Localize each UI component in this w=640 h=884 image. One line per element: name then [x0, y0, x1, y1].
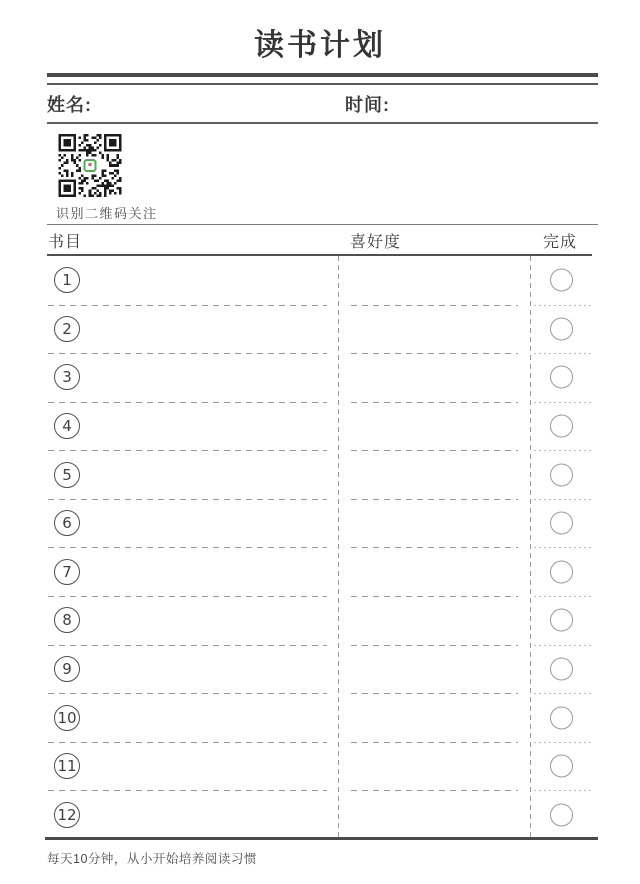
done-checkbox-circle[interactable] [550, 657, 573, 680]
table-header [0, 229, 640, 253]
table-row [0, 790, 640, 839]
table-rows [0, 256, 640, 839]
table-row [0, 305, 640, 354]
row-number-badge: 6 [54, 510, 80, 536]
book-title-field[interactable] [92, 407, 328, 446]
done-checkbox-circle[interactable] [550, 706, 573, 729]
time-field[interactable] [408, 91, 593, 117]
done-checkbox-circle[interactable] [550, 463, 573, 486]
name-field[interactable] [110, 91, 330, 117]
preference-field[interactable] [345, 504, 523, 543]
row-number-badge: 9 [54, 656, 80, 682]
preference-field[interactable] [345, 261, 523, 300]
table-row [0, 353, 640, 402]
table-row [0, 499, 640, 548]
book-title-field[interactable] [92, 455, 328, 494]
qr-caption: 识别二维码关注 [56, 206, 158, 221]
table-row [0, 596, 640, 645]
preference-field[interactable] [345, 601, 523, 640]
done-checkbox-circle[interactable] [550, 415, 573, 438]
time-label: 时间: [345, 95, 390, 115]
table-row [0, 402, 640, 451]
preference-field[interactable] [345, 552, 523, 591]
row-number-badge: 10 [54, 705, 80, 731]
book-title-field[interactable] [92, 261, 328, 300]
done-checkbox-circle[interactable] [550, 512, 573, 535]
page-title: 读书计划 [254, 29, 386, 62]
row-number-badge: 7 [54, 559, 80, 585]
done-checkbox-circle[interactable] [550, 755, 573, 778]
column-header-book: 书目 [48, 234, 83, 251]
table-row [0, 547, 640, 596]
table-row [0, 742, 640, 791]
row-number-badge: 11 [54, 753, 80, 779]
preference-field[interactable] [345, 747, 523, 786]
book-title-field[interactable] [92, 650, 328, 689]
preference-field[interactable] [345, 407, 523, 446]
preference-field[interactable] [345, 698, 523, 737]
preference-field[interactable] [345, 358, 523, 397]
table-row [0, 450, 640, 499]
table-row [0, 645, 640, 694]
qr-code [57, 134, 123, 197]
preference-field[interactable] [345, 795, 523, 834]
book-title-field[interactable] [92, 747, 328, 786]
book-title-field[interactable] [92, 601, 328, 640]
preference-field[interactable] [345, 309, 523, 348]
row-number-badge: 8 [54, 607, 80, 633]
book-title-field[interactable] [92, 698, 328, 737]
row-number-badge: 4 [54, 413, 80, 439]
done-checkbox-circle[interactable] [550, 560, 573, 583]
footer-divider [45, 837, 598, 840]
name-label: 姓名: [47, 95, 92, 115]
row-number-badge: 12 [54, 802, 80, 828]
table-row [0, 693, 640, 742]
column-header-preference: 喜好度 [350, 234, 402, 251]
row-number-badge: 2 [54, 316, 80, 342]
done-checkbox-circle[interactable] [550, 609, 573, 632]
column-header-done: 完成 [543, 234, 578, 251]
row-number-badge: 1 [54, 267, 80, 293]
qr-divider [47, 224, 598, 225]
done-checkbox-circle[interactable] [550, 317, 573, 340]
book-title-field[interactable] [92, 552, 328, 591]
meta-divider [47, 122, 598, 124]
title-divider-thick [47, 73, 598, 77]
table-body [0, 256, 640, 839]
table-row [0, 256, 640, 305]
done-checkbox-circle[interactable] [550, 803, 573, 826]
book-title-field[interactable] [92, 309, 328, 348]
meta-row [0, 91, 640, 117]
row-number-badge: 3 [54, 364, 80, 390]
preference-field[interactable] [345, 455, 523, 494]
title-divider-thin [47, 83, 598, 85]
row-number-badge: 5 [54, 462, 80, 488]
done-checkbox-circle[interactable] [550, 366, 573, 389]
preference-field[interactable] [345, 650, 523, 689]
footer-note: 每天10分钟，从小开始培养阅读习惯 [47, 852, 257, 866]
book-title-field[interactable] [92, 795, 328, 834]
book-title-field[interactable] [92, 504, 328, 543]
book-title-field[interactable] [92, 358, 328, 397]
done-checkbox-circle[interactable] [550, 269, 573, 292]
